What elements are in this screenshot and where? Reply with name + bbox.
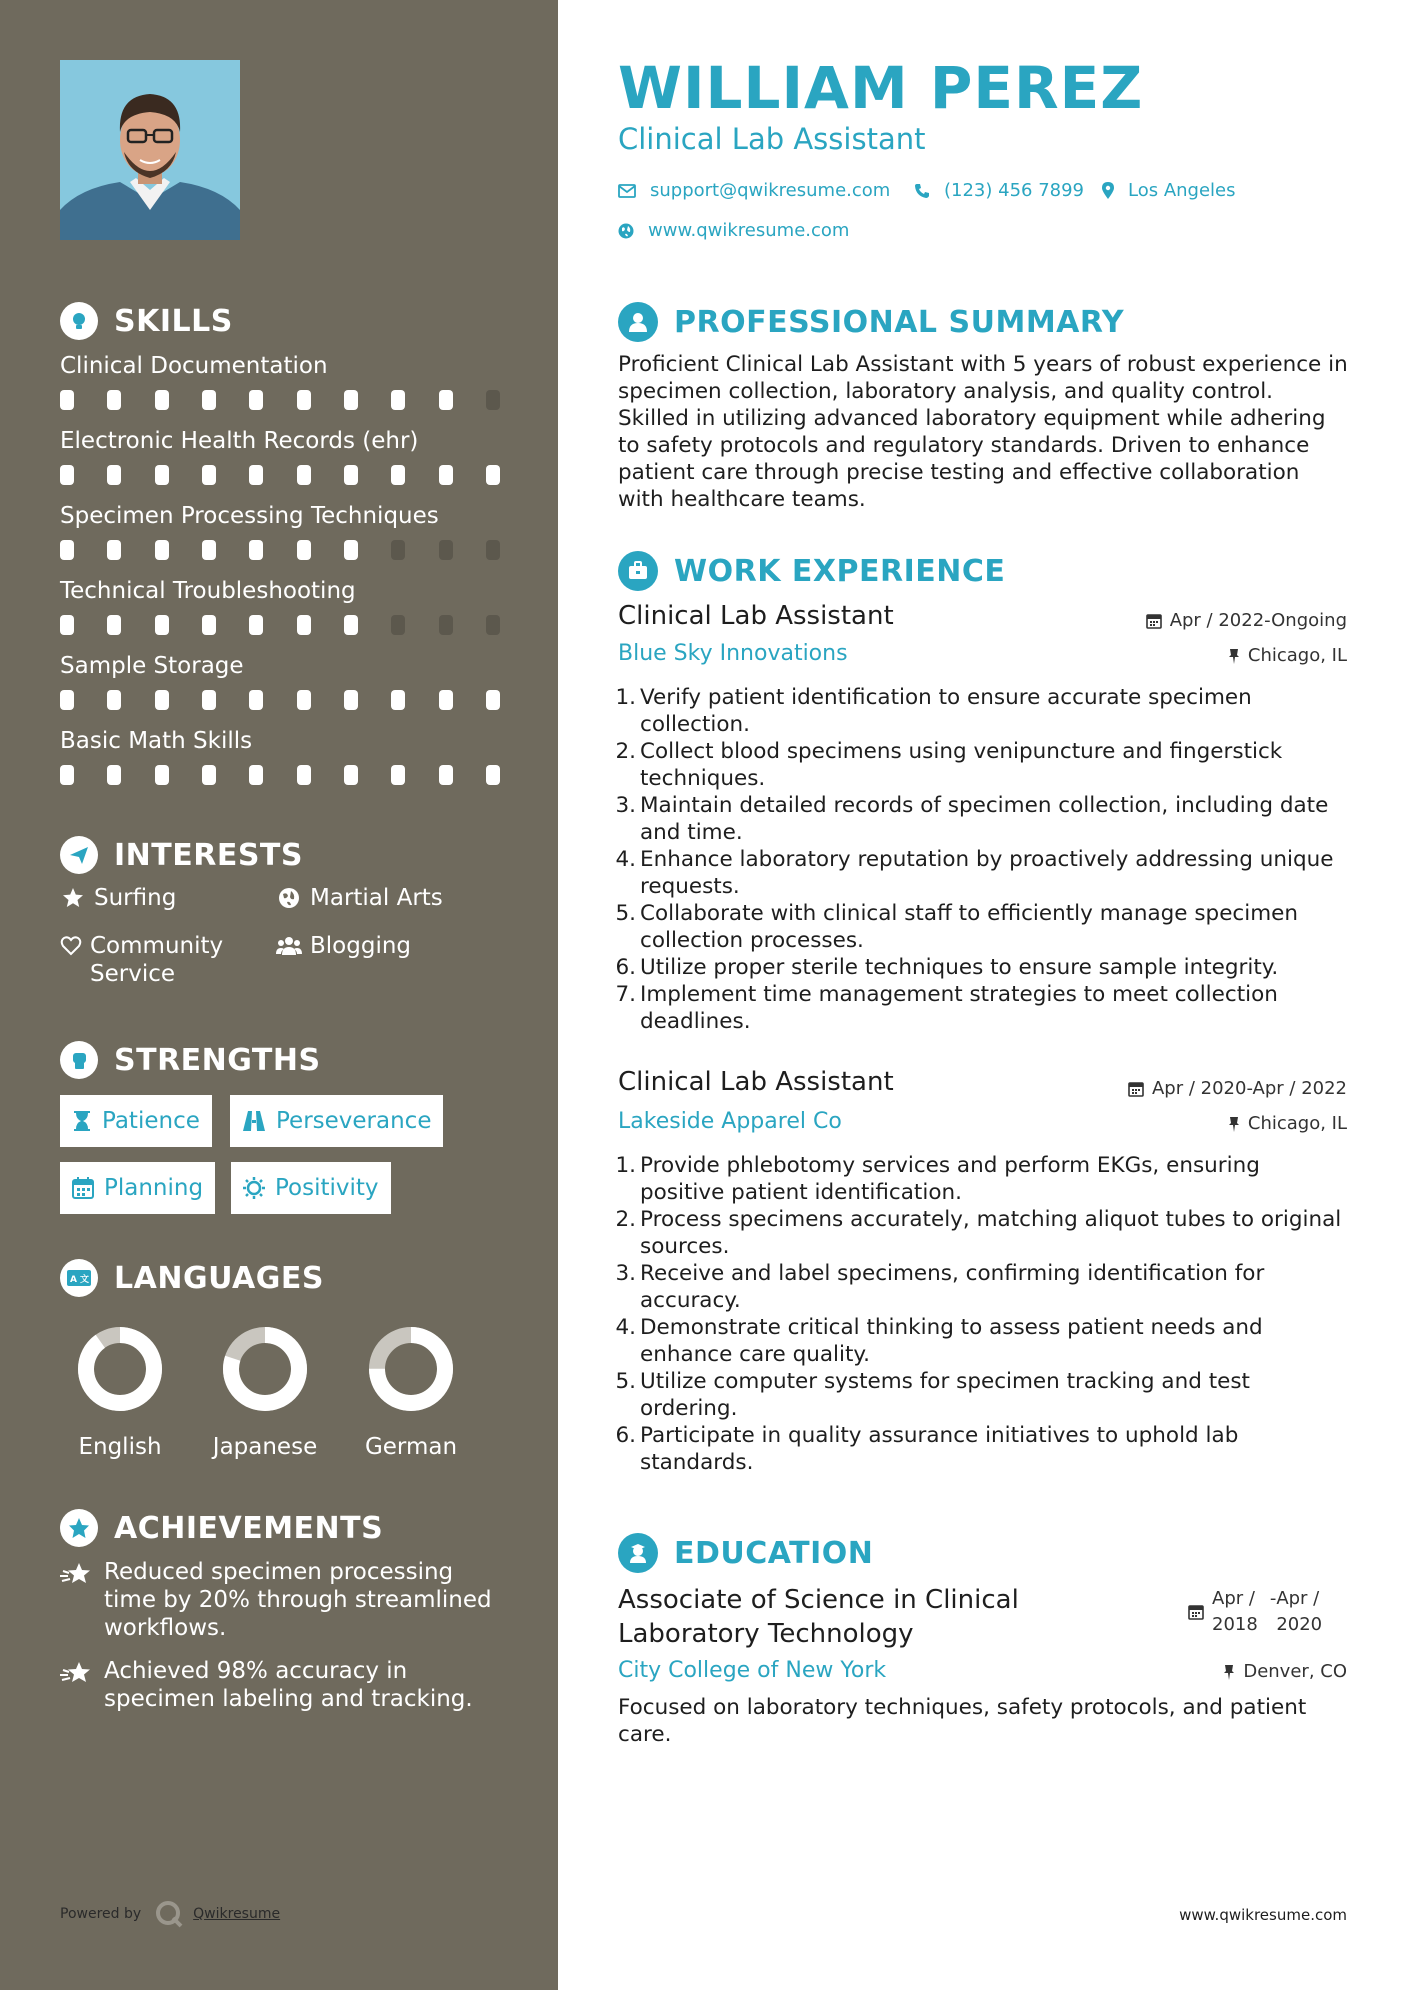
skill-rating (60, 540, 500, 560)
education-start-year: 2018 (1212, 1614, 1258, 1635)
graduate-icon (618, 1533, 658, 1573)
contact-location-text: Los Angeles (1128, 180, 1236, 201)
rating-dot (107, 765, 121, 785)
skill-name: Specimen Processing Techniques (60, 503, 439, 529)
education-start (1212, 1586, 1258, 1638)
achievements-title: ACHIEVEMENTS (114, 1510, 384, 1546)
main-content (558, 0, 1407, 1990)
summary-heading (618, 302, 1124, 342)
rating-dot (155, 765, 169, 785)
rating-dot (486, 465, 500, 485)
calendar-icon (1128, 1081, 1144, 1097)
interests-title: INTERESTS (114, 837, 303, 873)
languages-title: LANGUAGES (114, 1260, 324, 1296)
pushpin-icon (1228, 1116, 1240, 1132)
education-heading (618, 1533, 873, 1573)
rating-dot (107, 615, 121, 635)
achievement-item (60, 1558, 500, 1642)
skill-name: Clinical Documentation (60, 353, 328, 379)
education-dash: - (1269, 1588, 1277, 1609)
interest-surfing (60, 884, 176, 912)
strength-tag-perseverance (230, 1095, 443, 1147)
rating-dot (202, 465, 216, 485)
rating-dot (391, 465, 405, 485)
education-end-year: 2020 (1276, 1614, 1323, 1635)
rating-dot (439, 615, 453, 635)
rating-dot (107, 390, 121, 410)
rating-dot (60, 690, 74, 710)
language-ring-fill (86, 1335, 154, 1403)
rating-dot (486, 615, 500, 635)
skill-rating (60, 765, 500, 785)
rating-dot (155, 615, 169, 635)
user-icon (618, 302, 658, 342)
job-bullet: 4. Demonstrate critical thinking to assess patient needs and enhance care quality. (615, 1315, 1263, 1367)
interests-heading (60, 836, 303, 874)
job-title: Clinical Lab Assistant (618, 601, 894, 631)
footer-url[interactable]: www.qwikresume.com (1179, 1906, 1347, 1924)
users-icon (276, 932, 302, 957)
rating-dot (439, 540, 453, 560)
achievement-item (60, 1657, 500, 1713)
rating-dot (486, 765, 500, 785)
summary-text: Proficient Clinical Lab Assistant with 5 years of robust experience in specimen collection, laboratory analysis, and quality control. Skilled in utilizing advanced laboratory equipment while adhering to safety protocols and regulatory standards. Driven to enhance patient care through precise testing and effective collaboration with healthcare teams. (618, 352, 1348, 512)
heart-icon (60, 932, 82, 957)
rating-dot (60, 465, 74, 485)
language-ring (222, 1326, 308, 1412)
job-location-text: Chicago, IL (1247, 1113, 1347, 1134)
language-name: Japanese (212, 1434, 318, 1460)
rating-dot (249, 615, 263, 635)
skills-title: SKILLS (114, 303, 233, 339)
qwikresume-link[interactable]: Qwikresume (193, 1906, 281, 1922)
rating-dot (249, 465, 263, 485)
interest-martial-arts (276, 884, 443, 912)
rating-dot (486, 690, 500, 710)
rating-dot (344, 390, 358, 410)
rating-dot (249, 690, 263, 710)
job-bullet: 3. Receive and label specimens, confirming identification for accuracy. (615, 1261, 1265, 1313)
map-pin-icon (1102, 182, 1114, 200)
job-bullet: 5. Utilize computer systems for specimen tracking and test ordering. (615, 1369, 1250, 1421)
job-bullet: 6. Participate in quality assurance initiatives to uphold lab standards. (615, 1423, 1239, 1475)
rating-dot (344, 765, 358, 785)
job-company: Lakeside Apparel Co (618, 1109, 842, 1134)
globe-icon (276, 884, 302, 909)
calendar-icon (72, 1177, 94, 1199)
skill-item (60, 425, 500, 485)
lightbulb-icon (60, 302, 98, 340)
education-dates (1188, 1586, 1322, 1638)
contact-email[interactable] (618, 180, 890, 201)
skill-name: Technical Troubleshooting (60, 578, 356, 604)
rating-dot (107, 540, 121, 560)
rating-dot (249, 540, 263, 560)
education-location-text: Denver, CO (1243, 1661, 1347, 1682)
pushpin-icon (1228, 648, 1240, 664)
contact-phone-text: (123) 456 7899 (944, 180, 1085, 201)
globe-icon (618, 223, 634, 239)
fist-icon (60, 1041, 98, 1079)
powered-by-label: Powered by (60, 1906, 142, 1922)
shooting-star-icon (60, 1558, 92, 1642)
education-description: Focused on laboratory techniques, safety protocols, and patient care. (618, 1695, 1307, 1747)
language-item (341, 1326, 481, 1460)
languages-heading (60, 1259, 324, 1297)
skill-rating (60, 690, 500, 710)
education-end (1276, 1586, 1322, 1638)
job-date (1146, 610, 1347, 631)
rating-dot (439, 690, 453, 710)
rating-dot (60, 390, 74, 410)
education-title: EDUCATION (674, 1535, 874, 1571)
rating-dot (297, 615, 311, 635)
rating-dot (155, 390, 169, 410)
language-item (50, 1326, 190, 1460)
powered-by (60, 1900, 280, 1928)
language-name: English (78, 1434, 162, 1460)
skill-item (60, 350, 500, 410)
job-bullet: 2. Collect blood specimens using venipuncture and fingerstick techniques. (615, 739, 1283, 791)
sun-icon (243, 1177, 265, 1199)
rating-dot (155, 465, 169, 485)
pushpin-icon (1223, 1664, 1235, 1680)
rating-dot (297, 765, 311, 785)
rating-dot (391, 390, 405, 410)
strength-label: Positivity (275, 1175, 379, 1201)
strength-tag-patience (60, 1095, 212, 1147)
rating-dot (344, 690, 358, 710)
education-end-month: Apr / (1276, 1588, 1320, 1609)
profile-photo (60, 60, 240, 240)
translate-icon (60, 1259, 98, 1297)
rating-dot (439, 465, 453, 485)
rating-dot (297, 540, 311, 560)
rating-dot (391, 690, 405, 710)
rating-dot (344, 540, 358, 560)
rating-dot (202, 690, 216, 710)
job-bullet: 3. Maintain detailed records of specimen collection, including date and time. (615, 793, 1329, 845)
rating-dot (155, 690, 169, 710)
strength-tag-positivity (231, 1162, 391, 1214)
language-ring (368, 1326, 454, 1412)
star-icon (60, 884, 86, 909)
rating-dot (249, 390, 263, 410)
rating-dot (202, 765, 216, 785)
interest-label: Community Service (90, 933, 224, 987)
job-location (1228, 645, 1347, 666)
rating-dot (107, 690, 121, 710)
job-date-text: Apr / 2022-Ongoing (1169, 610, 1347, 631)
calendar-icon (1146, 613, 1162, 629)
rating-dot (202, 390, 216, 410)
rating-dot (391, 615, 405, 635)
job-company: Blue Sky Innovations (618, 641, 848, 666)
job-bullet: 2. Process specimens accurately, matching aliquot tubes to original sources. (615, 1207, 1342, 1259)
education-degree: Associate of Science in Clinical Laboratory Technology (618, 1585, 1019, 1649)
briefcase-icon (618, 551, 658, 591)
rating-dot (297, 390, 311, 410)
strength-label: Perseverance (276, 1108, 432, 1134)
shooting-star-icon (60, 1657, 92, 1713)
job-bullet: 1. Provide phlebotomy services and perform EKGs, ensuring positive patient identification. (615, 1153, 1260, 1205)
skill-item (60, 575, 500, 635)
job-location (1228, 1113, 1347, 1134)
rating-dot (60, 540, 74, 560)
rating-dot (297, 465, 311, 485)
calendar-icon (1188, 1586, 1204, 1638)
job-bullet: 1. Verify patient identification to ensure accurate specimen collection. (615, 685, 1252, 737)
job-bullet: 6. Utilize proper sterile techniques to ensure sample integrity. (615, 955, 1279, 980)
rating-dot (60, 765, 74, 785)
contact-website[interactable] (618, 220, 849, 241)
language-ring (77, 1326, 163, 1412)
strength-tag-planning (60, 1162, 215, 1214)
language-item (195, 1326, 335, 1460)
skill-rating (60, 465, 500, 485)
summary-title: PROFESSIONAL SUMMARY (674, 304, 1125, 340)
contact-email-text: support@qwikresume.com (650, 180, 891, 201)
rating-dot (439, 765, 453, 785)
strength-label: Patience (102, 1108, 200, 1134)
interest-label: Martial Arts (310, 885, 443, 911)
svg-text:文: 文 (80, 1275, 90, 1285)
skill-name: Basic Math Skills (60, 728, 253, 754)
skill-item (60, 500, 500, 560)
rating-dot (486, 540, 500, 560)
envelope-icon (618, 184, 636, 198)
strengths-title: STRENGTHS (114, 1042, 321, 1078)
rating-dot (391, 765, 405, 785)
job-bullets (610, 684, 1350, 1035)
job-date (1128, 1078, 1347, 1099)
education-start-month: Apr / (1212, 1588, 1255, 1609)
job-title: Clinical Lab Assistant (618, 1067, 894, 1097)
candidate-name: WILLIAM PEREZ (618, 54, 1144, 122)
strengths-heading (60, 1041, 321, 1079)
achievement-text: Achieved 98% accuracy in specimen labeling and tracking. (104, 1658, 473, 1712)
skill-item (60, 725, 500, 785)
job-bullet: 5. Collaborate with clinical staff to efficiently manage specimen collection processes. (615, 901, 1299, 953)
experience-heading (618, 551, 1005, 591)
star-badge-icon (60, 1509, 98, 1547)
candidate-title: Clinical Lab Assistant (618, 122, 926, 156)
strength-label: Planning (104, 1175, 204, 1201)
hourglass-icon (72, 1110, 92, 1132)
contact-location (1102, 180, 1236, 201)
rating-dot (344, 465, 358, 485)
rating-dot (391, 540, 405, 560)
achievements-heading (60, 1509, 383, 1547)
rating-dot (439, 390, 453, 410)
interest-blogging (276, 932, 411, 960)
interest-community-service (60, 932, 240, 988)
rating-dot (107, 465, 121, 485)
rating-dot (60, 615, 74, 635)
phone-icon (914, 183, 930, 199)
rating-dot (344, 615, 358, 635)
job-date-text: Apr / 2020-Apr / 2022 (1151, 1078, 1347, 1099)
achievement-text: Reduced specimen processing time by 20% through streamlined workflows. (104, 1559, 492, 1641)
paper-plane-icon (60, 836, 98, 874)
rating-dot (486, 390, 500, 410)
qwikresume-logo-icon (155, 1900, 183, 1928)
skill-name: Electronic Health Records (ehr) (60, 428, 419, 454)
interest-label: Surfing (94, 885, 177, 911)
rating-dot (249, 765, 263, 785)
svg-text:A: A (70, 1275, 77, 1285)
road-icon (242, 1110, 266, 1132)
skill-name: Sample Storage (60, 653, 244, 679)
job-bullets (610, 1152, 1350, 1476)
skill-rating (60, 615, 500, 635)
rating-dot (297, 690, 311, 710)
rating-dot (202, 615, 216, 635)
job-bullet: 7. Implement time management strategies to meet collection deadlines. (615, 982, 1278, 1034)
skills-heading (60, 302, 233, 340)
job-bullet: 4. Enhance laboratory reputation by proactively addressing unique requests. (615, 847, 1334, 899)
job-location-text: Chicago, IL (1247, 645, 1347, 666)
skill-rating (60, 390, 500, 410)
sidebar (0, 0, 558, 1990)
language-name: German (364, 1434, 458, 1460)
rating-dot (202, 540, 216, 560)
experience-title: WORK EXPERIENCE (674, 553, 1006, 589)
education-location (1223, 1661, 1347, 1682)
interest-label: Blogging (310, 933, 412, 959)
rating-dot (155, 540, 169, 560)
education-school: City College of New York (618, 1658, 887, 1683)
skill-item (60, 650, 500, 710)
contact-phone[interactable] (914, 180, 1084, 201)
contact-website-text: www.qwikresume.com (648, 220, 850, 241)
